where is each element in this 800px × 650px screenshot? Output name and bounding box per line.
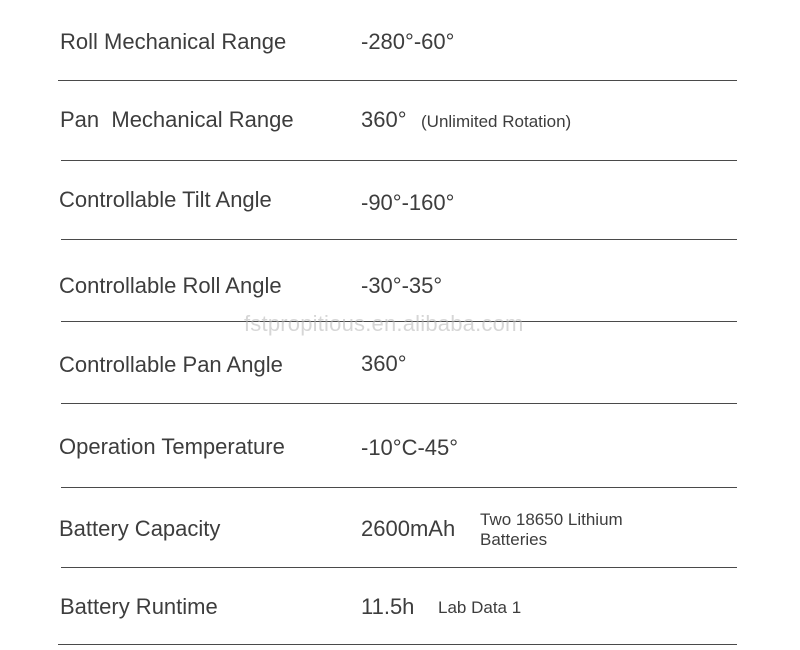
- spec-note-battery-runtime: Lab Data 1: [438, 598, 522, 617]
- spec-value-controllable-roll-angle: -30°-35°: [361, 273, 443, 298]
- spec-value-battery-runtime: 11.5h: [361, 594, 415, 619]
- spec-value-roll-mechanical-range: -280°-60°: [361, 29, 455, 54]
- spec-label-battery-runtime: Battery Runtime: [60, 594, 218, 619]
- spec-label-battery-capacity: Battery Capacity: [59, 516, 221, 541]
- row-divider: [58, 644, 737, 645]
- row-divider: [61, 403, 737, 404]
- spec-label-pan-mechanical-range: Pan Mechanical Range: [60, 107, 294, 132]
- spec-label-controllable-roll-angle: Controllable Roll Angle: [59, 273, 282, 298]
- row-divider: [58, 80, 737, 81]
- spec-label-roll-mechanical-range: Roll Mechanical Range: [60, 29, 287, 54]
- spec-label-controllable-pan-angle: Controllable Pan Angle: [59, 352, 283, 377]
- row-divider: [61, 160, 737, 161]
- spec-label-operation-temperature: Operation Temperature: [59, 434, 285, 459]
- spec-value-battery-capacity: 2600mAh: [361, 516, 456, 541]
- spec-label-controllable-tilt-angle: Controllable Tilt Angle: [59, 187, 272, 212]
- row-divider: [61, 567, 737, 568]
- row-divider: [61, 487, 737, 488]
- spec-note-pan-mechanical-range: (Unlimited Rotation): [421, 112, 572, 131]
- watermark: fstpropitious.en.alibaba.com: [244, 311, 524, 336]
- spec-value-pan-mechanical-range: 360°: [361, 107, 407, 132]
- spec-value-controllable-pan-angle: 360°: [361, 351, 407, 376]
- spec-value-controllable-tilt-angle: -90°-160°: [361, 190, 455, 215]
- spec-value-operation-temperature: -10°C-45°: [361, 435, 459, 460]
- spec-note-battery-capacity: Two 18650 Lithium Batteries: [480, 510, 623, 549]
- row-divider: [61, 239, 737, 240]
